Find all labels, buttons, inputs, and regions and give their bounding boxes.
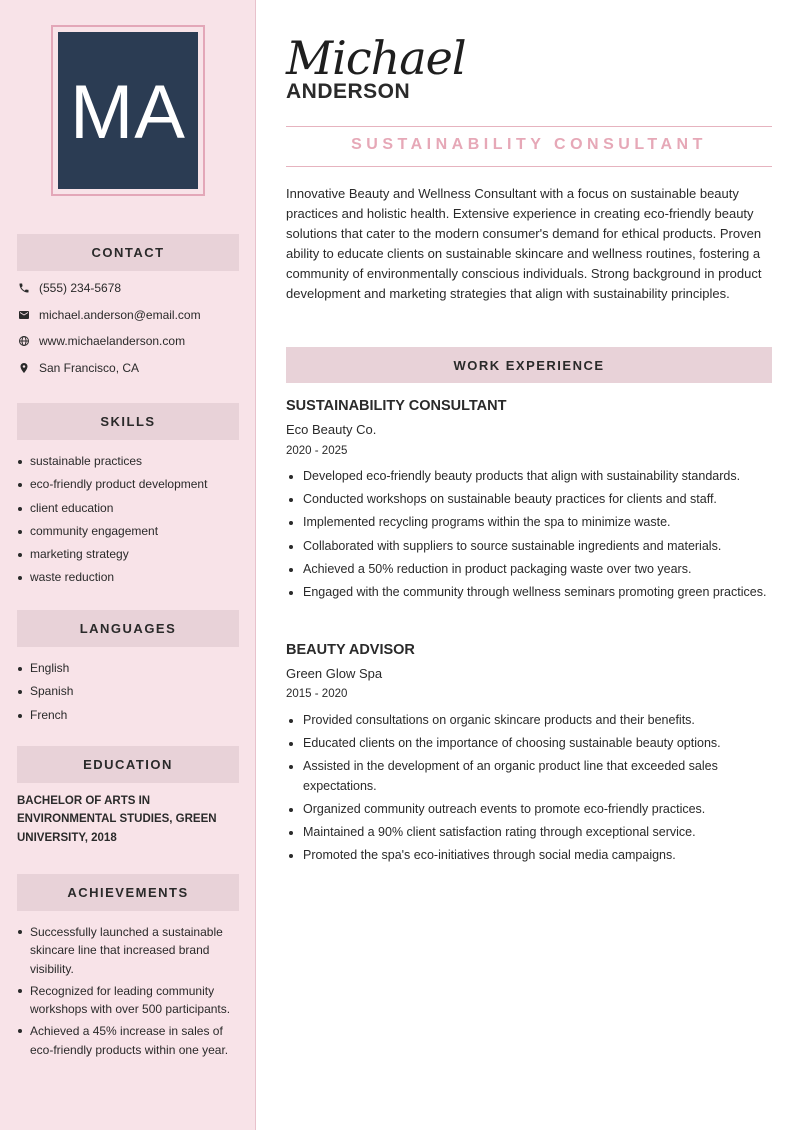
languages-heading: LANGUAGES: [17, 610, 239, 647]
job-company: Eco Beauty Co.: [286, 422, 377, 437]
job-bullet: Promoted the spa's eco-initiatives through social media campaigns.: [286, 846, 772, 866]
globe-icon: [17, 334, 31, 348]
job-bullet: Educated clients on the importance of choosing sustainable beauty options.: [286, 734, 772, 754]
languages-list: [17, 661, 242, 731]
job-bullet: Achieved a 50% reduction in product packaging waste over two years.: [286, 560, 772, 580]
language-item: English: [17, 661, 242, 684]
job-bullet: Organized community outreach events to promote eco-friendly practices.: [286, 800, 772, 820]
achievements-heading: ACHIEVEMENTS: [17, 874, 239, 911]
job-bullet: Provided consultations on organic skincare products and their benefits.: [286, 711, 772, 731]
achievement-item: Successfully launched a sustainable skincare line that increased brand visibility.: [17, 923, 242, 978]
job-bullet: Engaged with the community through wellness seminars promoting green practices.: [286, 583, 772, 603]
contact-location-text: San Francisco, CA: [39, 361, 140, 375]
work-experience-heading: WORK EXPERIENCE: [286, 347, 772, 383]
job-bullet: Developed eco-friendly beauty products that align with sustainability standards.: [286, 467, 772, 487]
contact-location: [17, 358, 247, 378]
skill-item: client education: [17, 501, 242, 524]
phone-icon: [17, 281, 31, 295]
job-bullets: [286, 711, 772, 870]
education-heading: EDUCATION: [17, 746, 239, 783]
contact-phone-text: (555) 234-5678: [39, 281, 122, 295]
skill-item: waste reduction: [17, 570, 242, 593]
contact-phone: [17, 278, 247, 298]
skill-item: community engagement: [17, 524, 242, 547]
contact-email[interactable]: [17, 305, 247, 325]
job-bullet: Conducted workshops on sustainable beauty practices for clients and staff.: [286, 490, 772, 510]
contact-website-text[interactable]: www.michaelanderson.com: [39, 334, 186, 348]
title-divider-top: [286, 126, 772, 127]
email-icon: [17, 308, 31, 322]
job-bullet: Assisted in the development of an organic product line that exceeded sales expectations.: [286, 757, 772, 796]
skill-item: eco-friendly product development: [17, 477, 242, 500]
job-role-title: SUSTAINABILITY CONSULTANT: [286, 398, 507, 414]
language-item: French: [17, 708, 242, 731]
achievement-item: Recognized for leading community workshops with over 500 participants.: [17, 982, 242, 1019]
job-bullets: [286, 467, 772, 606]
job-dates: 2015 - 2020: [286, 688, 348, 700]
language-item: Spanish: [17, 684, 242, 707]
job-title: SUSTAINABILITY CONSULTANT: [351, 136, 707, 153]
monogram-text: MA: [70, 69, 186, 155]
skills-heading: SKILLS: [17, 403, 239, 440]
title-divider-bottom: [286, 166, 772, 167]
job-bullet: Collaborated with suppliers to source sustainable ingredients and materials.: [286, 537, 772, 557]
job-bullet: Implemented recycling programs within the spa to minimize waste.: [286, 513, 772, 533]
monogram-frame: [51, 25, 205, 196]
first-name: Michael: [286, 31, 466, 85]
contact-heading: CONTACT: [17, 234, 239, 271]
sidebar: [0, 0, 256, 1130]
skill-item: sustainable practices: [17, 454, 242, 477]
main-content: [286, 0, 772, 1130]
achievement-item: Achieved a 45% increase in sales of eco-friendly products within one year.: [17, 1022, 242, 1059]
location-pin-icon: [17, 361, 31, 375]
job-role-title: BEAUTY ADVISOR: [286, 642, 415, 658]
last-name: ANDERSON: [286, 80, 411, 103]
contact-email-text[interactable]: michael.anderson@email.com: [39, 308, 201, 322]
skill-item: marketing strategy: [17, 547, 242, 570]
job-dates: 2020 - 2025: [286, 445, 348, 457]
contact-website[interactable]: [17, 331, 247, 351]
monogram-box: [58, 32, 198, 189]
summary-paragraph: Innovative Beauty and Wellness Consultant with a focus on sustainable beauty practices and holistic health. Extensive experience in creating eco-friendly beauty solutions that cater to the modern consumer's demand for ethical products. Proven ability to educate clients on sustainable skincare and wellness routines, fostering a community of environmentally conscious individuals. Strong background in product development and marketing strategies that align with sustainability principles.: [286, 186, 762, 301]
job-bullet: Maintained a 90% client satisfaction rating through exceptional service.: [286, 823, 772, 843]
job-company: Green Glow Spa: [286, 666, 383, 681]
education-degree: BACHELOR OF ARTS IN ENVIRONMENTAL STUDIES, GREEN UNIVERSITY, 2018: [17, 795, 217, 844]
achievements-list: [17, 923, 242, 1063]
skills-list: [17, 454, 242, 594]
